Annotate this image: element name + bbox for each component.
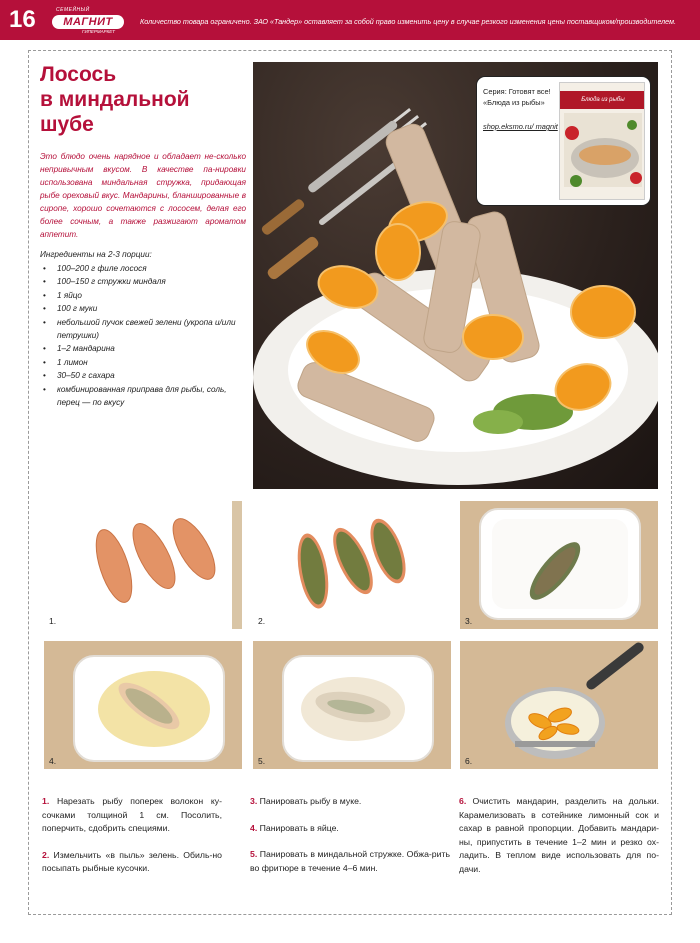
instruction-text: Панировать в миндальной стружке. Обжа-рить во фритюре в течение 4–6 мин. [250,849,450,873]
instruction-step [42,795,222,836]
ingredient-item: • небольшой пучок свежей зелени (укропа и/или петрушки) [40,316,250,343]
ingredient-item: • 100–200 г филе лосося [40,262,250,275]
instruction-step [250,848,450,875]
page-header [0,0,700,40]
instruction-text: Измельчить «в пыль» зелень. Обиль-но посыпать рыбные кусочки. [42,849,222,873]
logo-top-text: СЕМЕЙНЫЙ [56,7,90,13]
book-callout [476,76,651,206]
instruction-number: 2. [42,849,50,860]
step-photo-3 [460,501,658,629]
instruction-number: 6. [459,796,467,806]
title-line: в миндальной [40,88,190,111]
step-number: 1. [49,616,57,626]
instruction-step [42,849,222,876]
instruction-text: Панировать рыбу в муке. [257,796,362,806]
instruction-number: 4. [250,822,258,833]
instruction-number: 1. [42,796,50,806]
magnit-logo [52,7,124,34]
ingredient-item: • 1 лимон [40,356,250,369]
instruction-step [459,795,659,876]
logo-sub-text: ГИПЕРМАРКЕТ [82,29,116,34]
step-number: 3. [465,616,473,626]
step-number: 4. [49,756,57,766]
ingredient-item: • 30–50 г сахара [40,369,250,382]
instruction-text: Нарезать рыбу поперек волокон ку-сочками толщиной 1 см. Посолить, поперчить, сдобрить специями. [42,796,222,833]
step-photo-5 [253,641,451,769]
ingredient-item: • 1 яйцо [40,289,250,302]
logo-name: МАГНИТ [63,16,113,28]
page-number: 16 [9,6,36,33]
instruction-text: Панировать в яйце. [257,822,339,833]
ingredient-item: • комбинированная приправа для рыбы, соль, перец — по вкусу [40,383,250,410]
instruction-step [250,795,450,809]
step-photo-6 [460,641,658,769]
instruction-number: 5. [250,849,258,859]
instructions-col-3 [459,795,659,889]
recipe-intro: Это блюдо очень нарядное и обладает не-сколько непривычным вкусом. В качестве па-нировки использована миндальная стружка, придающая рыбе ореховый вкус. Мандарины, бланшированные в сиропе, хорошо сочетаются с лососем, делая его более сочным, а также разжигают ароматом аппетит. [40,152,246,239]
step-photo-2 [253,501,451,629]
ingredients-heading: Ингредиенты на 2-3 порции: [40,250,152,259]
title-line: шубе [40,113,94,136]
step-number: 2. [258,616,266,626]
book-cover-illustration [560,83,645,200]
book-shop-link[interactable]: shop.eksmo.ru/ magnit [483,122,558,131]
book-cover [559,82,645,200]
instructions-col-2 [250,795,450,888]
step-number: 5. [258,756,266,766]
title-line: Лосось [40,63,117,86]
book-series-text: Серия: Готовят все! «Блюда из рыбы» [483,87,551,107]
step-photo-1 [44,501,242,629]
step-number: 6. [465,756,473,766]
header-disclaimer: Количество товара ограничено. ЗАО «Тандер» оставляет за собой право изменить цену в случае резкого изменения цены поставщиком/производителем. [140,17,676,26]
instructions-col-1 [42,795,222,889]
ingredient-item: • 1–2 мандарина [40,342,250,355]
ingredient-item: • 100 г муки [40,302,250,315]
instruction-number: 3. [250,796,258,806]
ingredients-list [40,262,250,409]
instruction-text: Очистить мандарин, разделить на дольки. Карамелизовать в сотейнике лимонный сок и сахар в равной пропорции. Добавить мандари-ны, припустить в течение 1–2 мин и резко ох-ладить. В теплом виде использовать для по-дачи. [459,796,659,874]
recipe-title [40,62,250,137]
ingredient-item: • 100–150 г стружки миндаля [40,275,250,288]
instruction-step [250,822,450,836]
step-photo-4 [44,641,242,769]
book-title: Блюда из рыбы [581,97,625,103]
